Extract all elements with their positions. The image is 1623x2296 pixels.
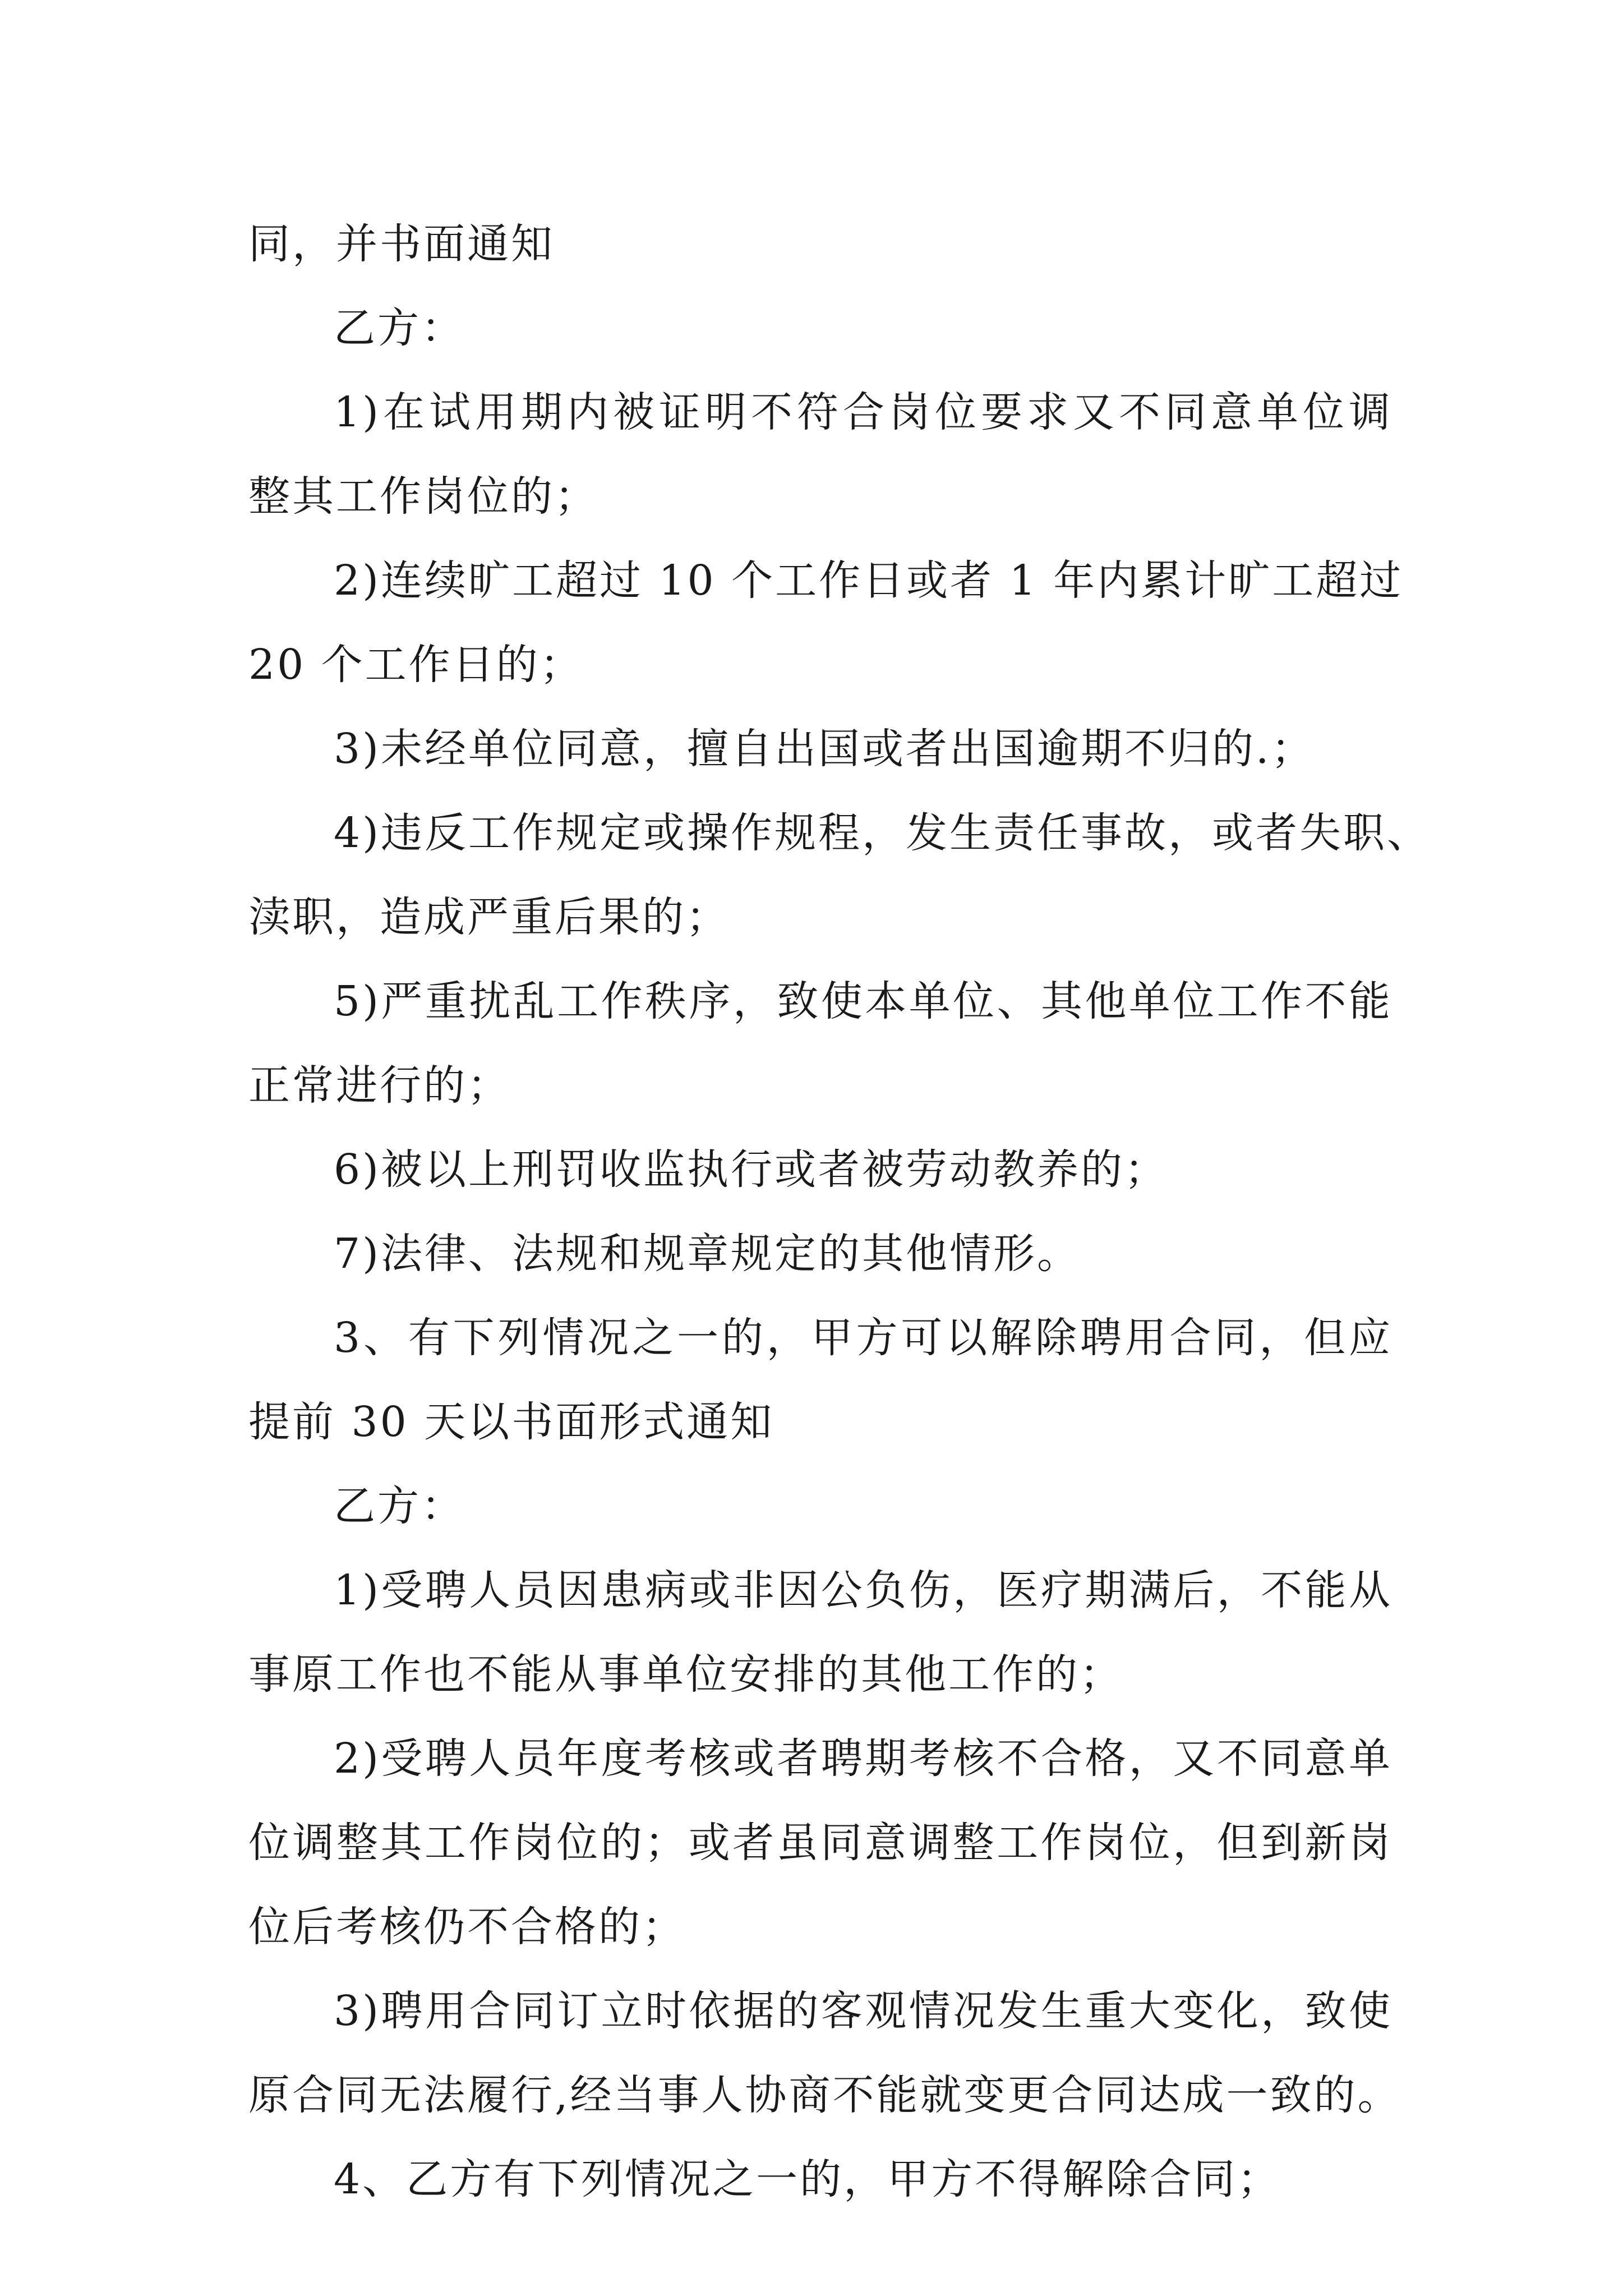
text-line: 3)聘用合同订立时依据的客观情况发生重大变化，致使 [334, 1987, 1393, 2035]
text-line: 4、乙方有下列情况之一的，甲方不得解除合同； [334, 2155, 1281, 2203]
document-body [248, 202, 1431, 2221]
text-line: 1)在试用期内被证明不符合岗位要求又不同意单位调 [334, 388, 1393, 436]
text-line: 正常进行的； [248, 1061, 511, 1110]
text-line: 1)受聘人员因患病或非因公负伤，医疗期满后，不能从 [334, 1566, 1393, 1614]
text-line: 乙方： [334, 304, 465, 352]
text-line: 4)违反工作规定或操作规程，发生责任事故，或者失职、 [334, 809, 1431, 857]
text-line: 位后考核仍不合格的； [248, 1903, 686, 1951]
text-line: 3、有下列情况之一的，甲方可以解除聘用合同，但应 [334, 1314, 1393, 1362]
text-line: 渎职，造成严重后果的； [248, 893, 730, 941]
text-line: 7)法律、法规和规章规定的其他情形。 [334, 1230, 1081, 1278]
text-line: 位调整其工作岗位的；或者虽同意调整工作岗位，但到新岗 [248, 1819, 1393, 1867]
text-line: 提前 30 天以书面形式通知 [248, 1398, 774, 1446]
text-line: 2)受聘人员年度考核或者聘期考核不合格，又不同意单 [334, 1734, 1393, 1783]
text-line: 6)被以上刑罚收监执行或者被劳动教养的； [334, 1145, 1168, 1194]
text-line: 原合同无法履行,经当事人协商不能就变更合同达成一致的。 [248, 2071, 1401, 2119]
text-line: 事原工作也不能从事单位安排的其他工作的； [248, 1650, 1123, 1699]
text-line: 整其工作岗位的； [248, 472, 598, 521]
text-line: 2)连续旷工超过 10 个工作日或者 1 年内累计旷工超过 [334, 556, 1404, 605]
text-line: 5)严重扰乱工作秩序，致使本单位、其他单位工作不能 [334, 977, 1393, 1025]
text-line: 3)未经单位同意，擅自出国或者出国逾期不归的.； [334, 725, 1315, 773]
text-line: 同，并书面通知 [248, 220, 555, 268]
text-line: 乙方： [334, 1482, 465, 1530]
text-line: 20 个工作日的； [248, 641, 584, 689]
